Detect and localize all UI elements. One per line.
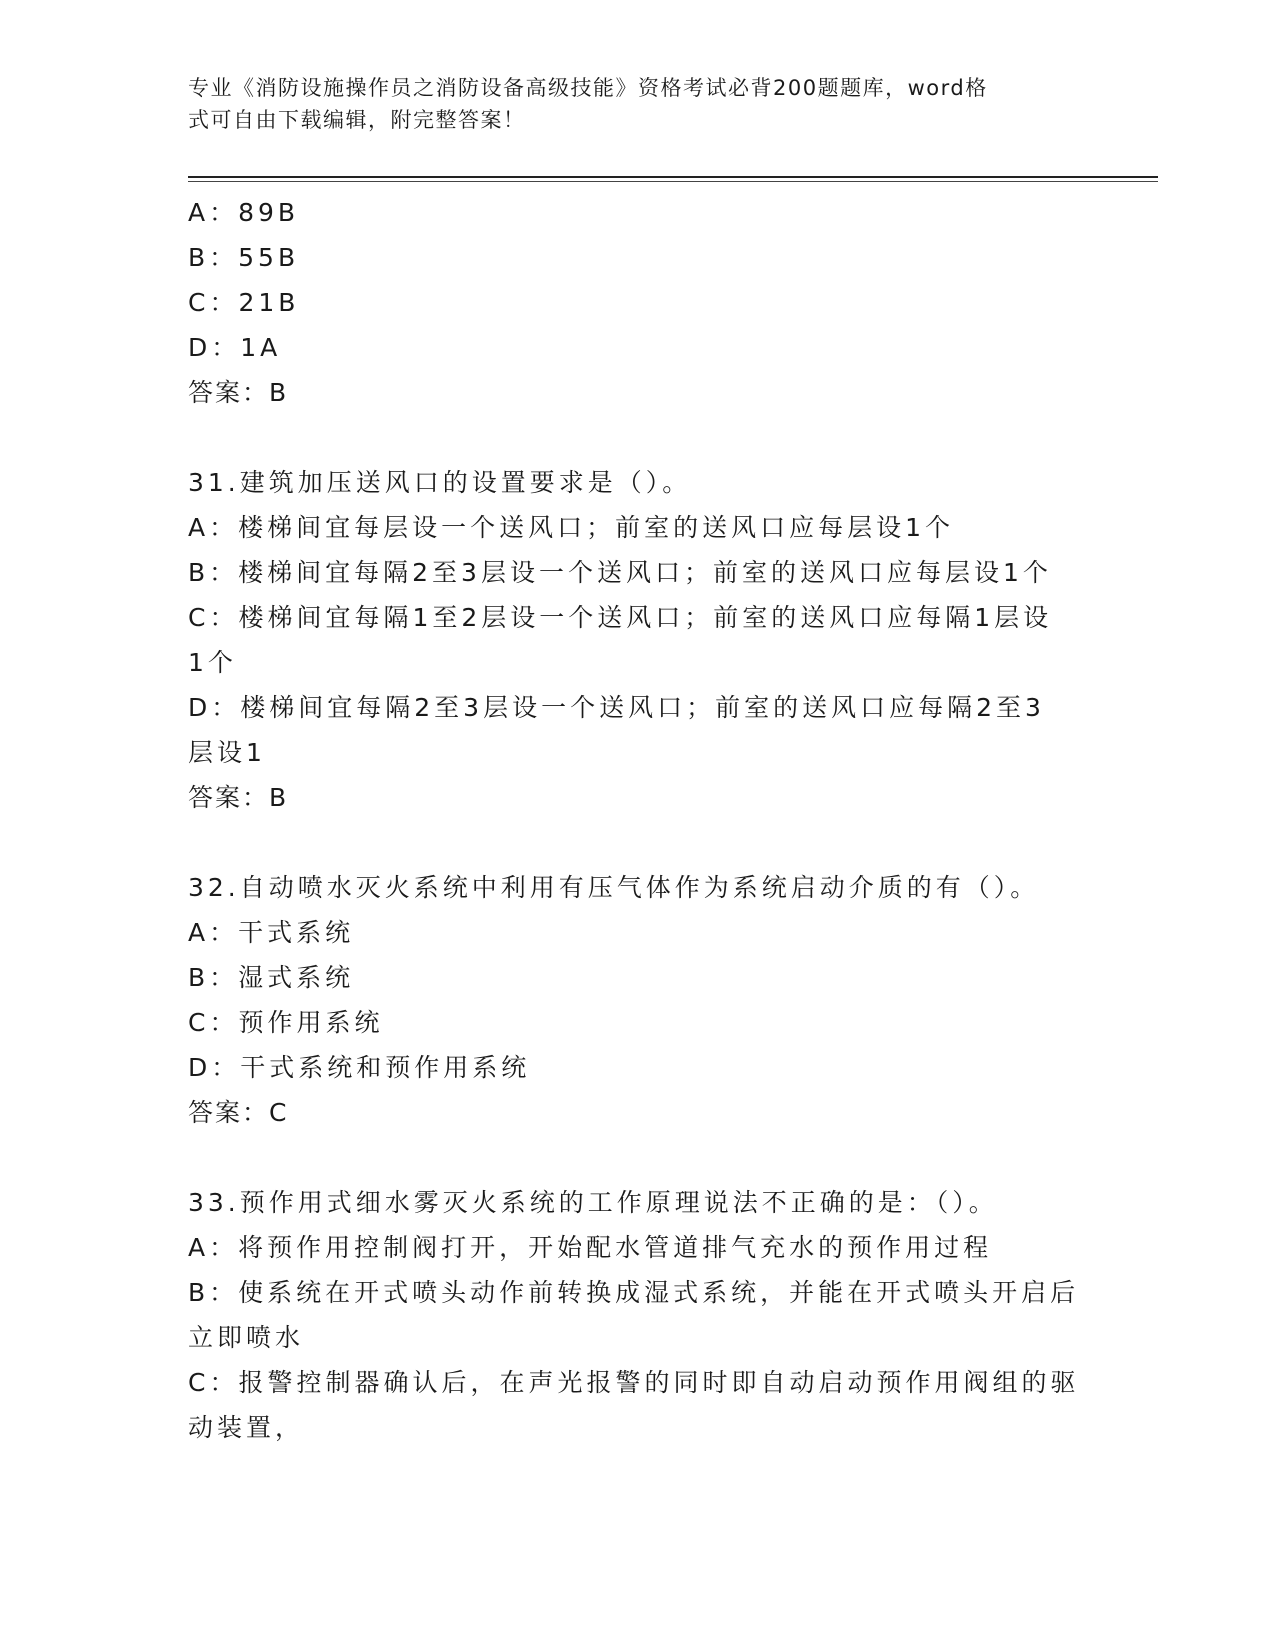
option-a: A：将预作用控制阀打开，开始配水管道排气充水的预作用过程: [188, 1233, 993, 1262]
option-b-continued: 立即喷水: [188, 1323, 305, 1352]
option-d: D：1A: [188, 333, 282, 362]
option-d: D：楼梯间宜每隔2至3层设一个送风口；前室的送风口应每隔2至3: [188, 693, 1045, 722]
option-c-continued: 1个: [188, 648, 237, 677]
header-title-line-1: 专业《消防设施操作员之消防设备高级技能》资格考试必背200题题库，word格: [188, 76, 988, 100]
header-divider-thick: [188, 176, 1158, 178]
answer-line: 答案：B: [188, 783, 289, 812]
option-b: B：湿式系统: [188, 963, 355, 992]
header-title-line-2: 式可自由下载编辑，附完整答案！: [188, 108, 526, 132]
question-text: 32.自动喷水灭火系统中利用有压气体作为系统启动介质的有（）。: [188, 873, 1040, 902]
question-block-31: [188, 460, 1068, 820]
option-b: B：55B: [188, 243, 300, 272]
spacer: [188, 415, 1068, 460]
option-a: A：89B: [188, 198, 300, 227]
spacer: [188, 820, 1068, 865]
option-d-continued: 层设1: [188, 738, 266, 767]
option-d: D：干式系统和预作用系统: [188, 1053, 531, 1082]
document-header: [188, 72, 1068, 136]
header-divider-thin: [188, 181, 1158, 182]
question-text: 33.预作用式细水雾灭火系统的工作原理说法不正确的是：（）。: [188, 1188, 998, 1217]
option-c-continued: 动装置，: [188, 1413, 305, 1442]
option-c: C：楼梯间宜每隔1至2层设一个送风口；前室的送风口应每隔1层设: [188, 603, 1053, 632]
option-a: A：楼梯间宜每层设一个送风口；前室的送风口应每层设1个: [188, 513, 955, 542]
option-b: B：楼梯间宜每隔2至3层设一个送风口；前室的送风口应每层设1个: [188, 558, 1052, 587]
question-block-33: [188, 1180, 1080, 1450]
option-c: C：预作用系统: [188, 1008, 384, 1037]
option-b: B：使系统在开式喷头动作前转换成湿式系统，并能在开式喷头开启后: [188, 1278, 1080, 1307]
question-block-32: [188, 865, 1068, 1135]
option-c: C：报警控制器确认后，在声光报警的同时即自动启动预作用阀组的驱: [188, 1368, 1080, 1397]
option-c: C：21B: [188, 288, 300, 317]
question-list: [188, 190, 1080, 1450]
spacer: [188, 1135, 1068, 1180]
option-a: A：干式系统: [188, 918, 355, 947]
answer-line: 答案：B: [188, 378, 289, 407]
header-divider: [188, 176, 1158, 182]
question-text: 31.建筑加压送风口的设置要求是（）。: [188, 468, 692, 497]
answer-line: 答案：C: [188, 1098, 289, 1127]
question-block-30: [188, 190, 1068, 415]
